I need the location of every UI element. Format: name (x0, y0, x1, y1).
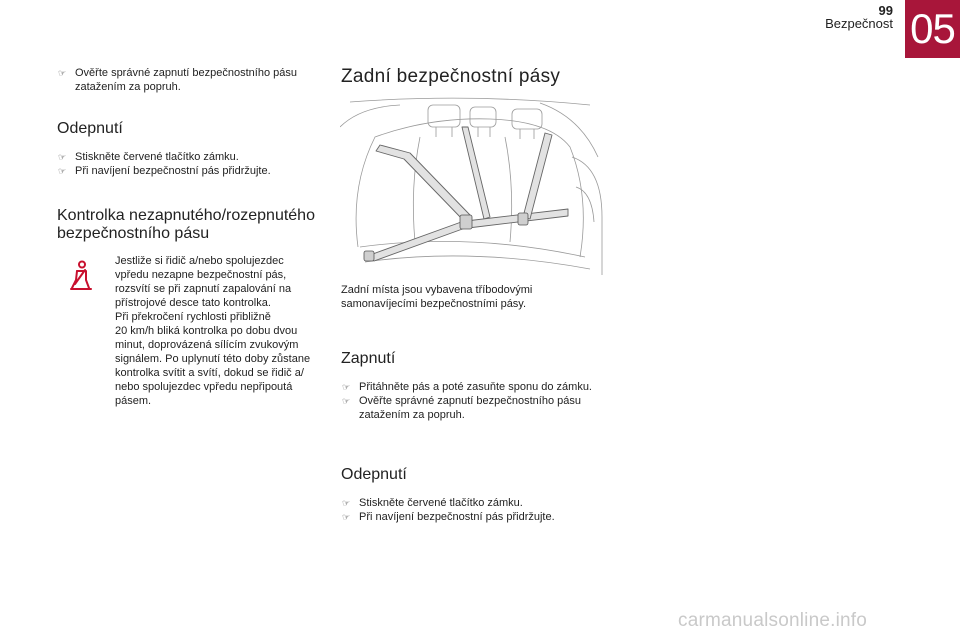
unfasten-bullet-list (57, 150, 317, 178)
top-bullet-list (57, 66, 317, 94)
warning-line: vpředu nezapne bezpečnostní pás, (115, 269, 287, 281)
list-item (57, 150, 317, 164)
list-item (341, 496, 606, 510)
bullet-text: Stiskněte červené tlačítko zámku. (75, 151, 239, 163)
warning-title-line1: Kontrolka nezapnutého/rozepnutého (57, 207, 315, 224)
section-title-unfasten: Odepnutí (57, 120, 123, 137)
rear-seatbelt-illustration (340, 97, 605, 275)
page-number: 99 (878, 3, 893, 18)
list-item (57, 164, 317, 178)
warning-line: Při překročení rychlosti přibližně (115, 311, 271, 323)
bullet-text: Při navíjení bezpečnostní pás přidržujte. (359, 511, 555, 523)
warning-line: přístrojové desce tato kontrolka. (115, 297, 271, 309)
warning-line: nebo spolujezdec vpředu nepřipoutá (115, 381, 293, 393)
arrow-bullet-icon: ☞ (58, 166, 67, 176)
list-item (57, 66, 317, 94)
chapter-name: Bezpečnost (825, 16, 893, 31)
arrow-bullet-icon: ☞ (342, 396, 351, 406)
section-title-warning (57, 207, 315, 243)
arrow-bullet-icon: ☞ (342, 382, 351, 392)
warning-line: pásem. (115, 395, 152, 407)
watermark: carmanualsonline.info (678, 610, 868, 631)
list-item (341, 510, 606, 524)
warning-line: Jestliže si řidič a/nebo spolujezdec (115, 255, 284, 267)
fasten-bullet-list (341, 380, 606, 422)
rear-belts-caption (341, 283, 611, 311)
seatbelt-warning-icon (68, 260, 94, 292)
bullet-text: Přitáhněte pás a poté zasuňte sponu do zámku. (359, 381, 592, 393)
warning-line: minut, doprovázená sílícím zvukovým (115, 339, 299, 351)
arrow-bullet-icon: ☞ (342, 512, 351, 522)
arrow-bullet-icon: ☞ (342, 498, 351, 508)
warning-line: rozsvítí se při zapnutí zapalování na (115, 283, 292, 295)
warning-line: kontrolka svítit a svítí, dokud se řidič a/ (115, 367, 304, 379)
arrow-bullet-icon: ☞ (58, 152, 67, 162)
section-title-rear-belts: Zadní bezpečnostní pásy (341, 66, 561, 87)
bullet-text: Stiskněte červené tlačítko zámku. (359, 497, 523, 509)
section-title-unfasten-rear: Odepnutí (341, 466, 407, 483)
caption-line: Zadní místa jsou vybavena tříbodovými (341, 284, 533, 296)
list-item (341, 380, 606, 394)
bullet-text: Při navíjení bezpečnostní pás přidržujte. (75, 165, 271, 177)
section-title-fasten: Zapnutí (341, 350, 396, 367)
list-item (341, 394, 606, 422)
unfasten-rear-bullet-list (341, 496, 606, 524)
caption-line: samonavíjecími bezpečnostními pásy. (341, 298, 527, 310)
arrow-bullet-icon: ☞ (58, 68, 67, 78)
warning-line: 20 km/h bliká kontrolka po dobu dvou (115, 325, 298, 337)
chapter-tab: 05 (905, 0, 960, 58)
bullet-text: Ověřte správné zapnutí bezpečnostního pásu zatažením za popruh. (359, 395, 581, 421)
bullet-text: Ověřte správné zapnutí bezpečnostního pásu zatažením za popruh. (75, 67, 297, 93)
warning-line: signálem. Po uplynutí této doby zůstane (115, 353, 311, 365)
warning-title-line2: bezpečnostního pásu (57, 225, 210, 242)
warning-text (115, 254, 325, 408)
